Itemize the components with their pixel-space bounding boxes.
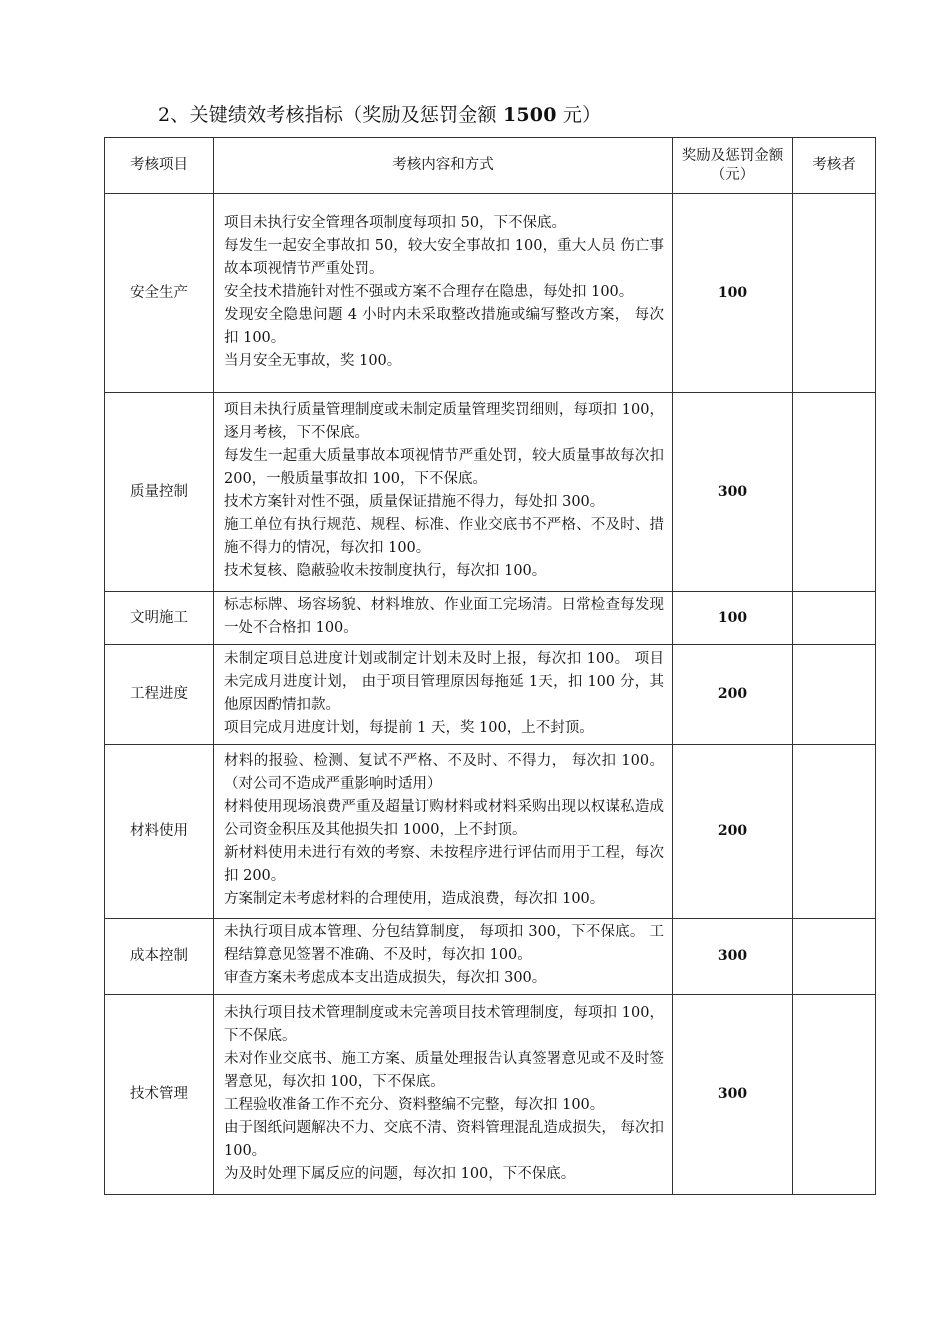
row-content	[214, 645, 673, 745]
row-content	[214, 995, 673, 1195]
row-amount: 200	[673, 645, 793, 745]
row-reviewer	[793, 592, 876, 645]
content-line: 发现安全隐患问题 4 小时内未采取整改措施或编写整改方案， 每次扣 100。	[224, 306, 664, 346]
row-amount: 200	[673, 745, 793, 919]
row-amount: 300	[673, 919, 793, 995]
row-content	[214, 393, 673, 592]
content-line: 项目未执行安全管理各项制度每项扣 50，下不保底。	[224, 214, 567, 231]
content-line: 施工单位有执行规范、规程、标准、作业交底书不严格、不及时、措施不得力的情况，每次扣 100。	[224, 517, 664, 556]
kpi-table	[104, 137, 876, 1195]
content-line: 为及时处理下属反应的问题，每次扣 100，下不保底。	[224, 1165, 576, 1182]
row-reviewer	[793, 995, 876, 1195]
title-amount: 1500	[502, 104, 557, 126]
content-line: 未对作业交底书、施工方案、质量处理报告认真签署意见或不及时签署意见，每次扣 100，下不保底。	[224, 1050, 664, 1090]
content-line: 每发生一起安全事故扣 50，较大安全事故扣 100，重大人员 伤亡事故本项视情节严重处罚。	[224, 237, 664, 277]
content-line: 审查方案未考虑成本支出造成损失，每次扣 300。	[224, 970, 547, 986]
row-item-name: 工程进度	[105, 645, 214, 745]
table-row	[105, 745, 876, 919]
table-row	[105, 194, 876, 393]
row-amount: 100	[673, 194, 793, 393]
table-row	[105, 592, 876, 645]
row-reviewer	[793, 919, 876, 995]
content-line: 由于图纸问题解决不力、交底不清、资料管理混乱造成损失， 每次扣 100。	[224, 1119, 664, 1159]
content-line: 技术复核、隐蔽验收未按制度执行，每次扣 100。	[224, 563, 547, 579]
row-content	[214, 194, 673, 393]
row-item-name: 文明施工	[105, 592, 214, 645]
header-reviewer: 考核者	[793, 138, 876, 194]
row-amount: 100	[673, 592, 793, 645]
table-row	[105, 645, 876, 745]
content-line: 项目未执行质量管理制度或未制定质量管理奖罚细则，每项扣 100，逐月考核，下不保底。	[224, 402, 664, 441]
title-suffix: 元）	[556, 104, 602, 126]
row-amount: 300	[673, 393, 793, 592]
header-amount: 奖励及惩罚金额（元）	[673, 138, 793, 194]
content-line: 未制定项目总进度计划或制定计划未及时上报，每次扣 100。 项目未完成月进度计划， 由于项目管理原因每拖延 1天，扣 100 分，其他原因酌情扣款。	[224, 650, 664, 713]
content-line: 新材料使用未进行有效的考察、未按程序进行评估而用于工程，每次扣 200。	[224, 845, 664, 884]
content-line: 材料的报验、检测、复试不严格、不及时、不得力， 每次扣 100。 （对公司不造成严重影响时适用）	[224, 753, 664, 792]
page-title	[158, 100, 601, 127]
content-line: 项目完成月进度计划，每提前 1 天，奖 100，上不封顶。	[224, 719, 594, 736]
content-line: 方案制定未考虑材料的合理使用，造成浪费，每次扣 100。	[224, 891, 605, 907]
row-content	[214, 745, 673, 919]
row-content	[214, 919, 673, 995]
row-item-name: 质量控制	[105, 393, 214, 592]
row-item-name: 安全生产	[105, 194, 214, 393]
content-line: 技术方案针对性不强，质量保证措施不得力，每处扣 300。	[224, 494, 605, 510]
row-item-name: 技术管理	[105, 995, 214, 1195]
title-prefix: 2、关键绩效考核指标（奖励及惩罚金额	[158, 104, 503, 126]
content-line: 标志标牌、场容场貌、材料堆放、作业面工完场清。日常检查每发现一处不合格扣 100。	[224, 597, 664, 636]
table-header-row	[105, 138, 876, 194]
row-content	[214, 592, 673, 645]
content-line: 安全技术措施针对性不强或方案不合理存在隐患，每处扣 100。	[224, 283, 634, 300]
content-line: 未执行项目成本管理、分包结算制度， 每项扣 300，下不保底。 工程结算意见签署不准确、不及时，每次扣 100。	[224, 924, 664, 963]
header-content: 考核内容和方式	[214, 138, 673, 194]
content-line: 工程验收准备工作不充分、资料整编不完整，每次扣 100。	[224, 1096, 605, 1113]
content-line: 当月安全无事故，奖 100。	[224, 352, 402, 369]
table-row	[105, 995, 876, 1195]
content-line: 材料使用现场浪费严重及超量订购材料或材料采购出现以权谋私造成公司资金积压及其他损失扣 1000，上不封顶。	[224, 799, 664, 838]
table-row	[105, 393, 876, 592]
table-row	[105, 919, 876, 995]
content-line: 每发生一起重大质量事故本项视情节严重处罚，较大质量事故每次扣 200，一般质量事故扣 100，下不保底。	[224, 448, 664, 487]
content-line: 未执行项目技术管理制度或未完善项目技术管理制度，每项扣 100，下不保底。	[224, 1004, 664, 1044]
row-item-name: 材料使用	[105, 745, 214, 919]
row-amount: 300	[673, 995, 793, 1195]
row-reviewer	[793, 645, 876, 745]
row-reviewer	[793, 393, 876, 592]
row-item-name: 成本控制	[105, 919, 214, 995]
row-reviewer	[793, 194, 876, 393]
row-reviewer	[793, 745, 876, 919]
header-item: 考核项目	[105, 138, 214, 194]
